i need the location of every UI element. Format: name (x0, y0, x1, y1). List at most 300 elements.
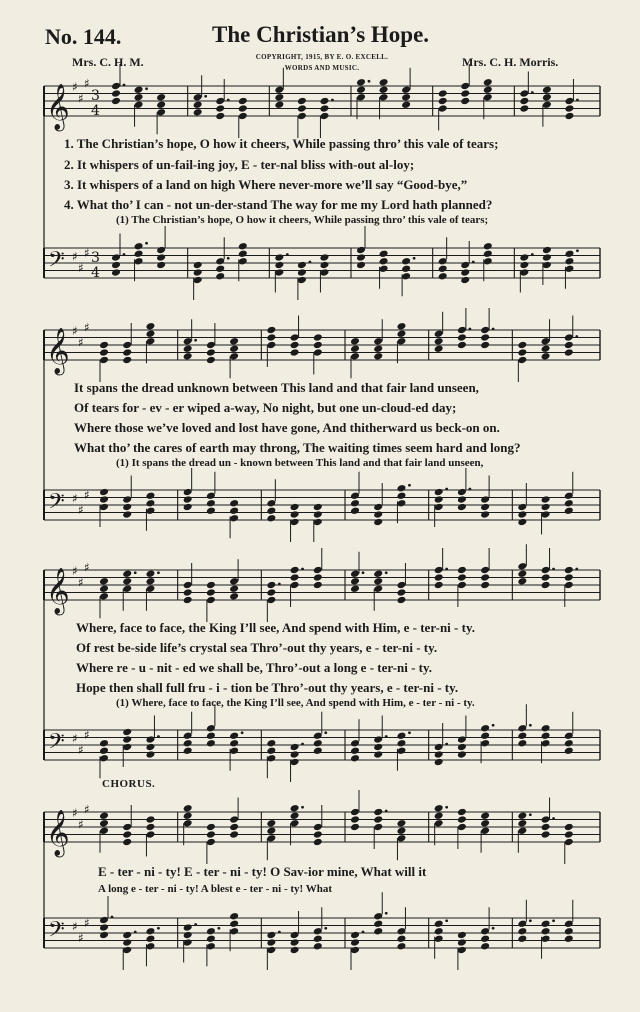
note-head (319, 261, 329, 270)
copyright-line: COPYRIGHT, 1915, BY E. O. EXCELL. (255, 53, 389, 61)
key-signature-sharp-icon: ♯ (84, 320, 90, 335)
note-head (517, 731, 527, 740)
note-head (145, 927, 155, 936)
note-head (460, 276, 470, 285)
note-head (542, 85, 552, 94)
note-head (480, 581, 490, 590)
note-head (206, 356, 216, 365)
note-head (434, 919, 444, 928)
note-head (379, 78, 389, 87)
note-head (193, 261, 203, 270)
note-head (396, 934, 406, 943)
note-head (457, 341, 467, 350)
note-head (434, 804, 444, 813)
note-head (373, 808, 383, 817)
verse-line: Of rest be-side life’s crystal sea Thro’-out thy years, e - ter-ni - ty. (76, 640, 438, 655)
note-head (564, 739, 574, 748)
note-head (564, 919, 574, 928)
note-head (266, 596, 276, 605)
note-head (480, 333, 490, 342)
note-head (373, 337, 383, 346)
note-head (564, 499, 574, 508)
note-head (206, 739, 216, 748)
note-head (396, 819, 406, 828)
note-head (564, 927, 574, 936)
note-head (373, 927, 383, 936)
note-head (145, 750, 155, 759)
key-signature-sharp-icon: ♯ (78, 335, 84, 350)
note-head (396, 826, 406, 835)
note-head (206, 491, 216, 500)
key-signature-sharp-icon: ♯ (78, 742, 84, 757)
note-head (122, 830, 132, 839)
dot-mark (331, 99, 334, 102)
note-head (183, 819, 193, 828)
note-head (229, 919, 239, 928)
key-signature-sharp-icon: ♯ (72, 249, 78, 264)
note-head (206, 596, 216, 605)
note-head (434, 819, 444, 828)
note-head (229, 912, 239, 921)
note-head (541, 815, 551, 824)
note-head (541, 934, 551, 943)
note-head (541, 352, 551, 361)
note-head (99, 746, 109, 755)
note-head (564, 264, 574, 273)
note-head (145, 934, 155, 943)
key-signature-sharp-icon: ♯ (84, 915, 90, 930)
note-head (564, 249, 574, 258)
note-head (564, 731, 574, 740)
note-head (457, 495, 467, 504)
note-head (542, 261, 552, 270)
note-head (517, 569, 527, 578)
note-head (238, 249, 248, 258)
note-head (122, 743, 132, 752)
note-head (564, 506, 574, 515)
note-head (229, 746, 239, 755)
dot-mark (531, 91, 534, 94)
note-head (99, 348, 109, 357)
note-head (122, 931, 132, 940)
note-head (483, 78, 493, 87)
verse-line: Where those we’ve loved and lost have gone, And thitherward us beck-on on. (74, 420, 500, 435)
note-head (183, 596, 193, 605)
note-head (297, 97, 307, 106)
note-head (145, 569, 155, 578)
note-head (517, 819, 527, 828)
note-head (350, 938, 360, 947)
note-head (457, 808, 467, 817)
key-signature-sharp-icon: ♯ (78, 930, 84, 945)
note-head (373, 344, 383, 353)
note-head (350, 344, 360, 353)
note-head (517, 739, 527, 748)
note-head (111, 82, 121, 91)
note-head (438, 272, 448, 281)
note-head (519, 97, 529, 106)
note-head (396, 329, 406, 338)
note-head (156, 246, 166, 255)
note-head (122, 946, 132, 955)
verse-line: 2. It whispers of un-fail-ing joy, E - ter-nal bliss with-out al-loy; (64, 157, 415, 172)
note-head (145, 329, 155, 338)
note-head (183, 588, 193, 597)
note-head (99, 592, 109, 601)
note-head (480, 927, 490, 936)
note-head (483, 249, 493, 258)
note-head (373, 503, 383, 512)
note-head (183, 344, 193, 353)
key-signature-sharp-icon: ♯ (78, 260, 84, 275)
dot-mark (385, 810, 388, 813)
dot-mark (301, 806, 304, 809)
note-head (434, 758, 444, 767)
note-head (156, 253, 166, 262)
key-signature-sharp-icon: ♯ (72, 731, 78, 746)
note-head (266, 506, 276, 515)
time-signature-top: 3 (91, 88, 100, 104)
note-head (480, 573, 490, 582)
note-head (379, 249, 389, 258)
note-head (313, 823, 323, 832)
dot-mark (286, 253, 289, 256)
note-head (541, 573, 551, 582)
note-head (457, 573, 467, 582)
note-head (183, 731, 193, 740)
note-head (541, 566, 551, 575)
note-head (134, 93, 144, 102)
note-head (145, 577, 155, 586)
note-head (297, 112, 307, 121)
note-head (229, 337, 239, 346)
dot-mark (227, 257, 230, 260)
note-head (434, 927, 444, 936)
dot-mark (552, 919, 555, 922)
dot-mark (408, 484, 411, 487)
note-head (519, 104, 529, 113)
time-signature-bottom: 4 (91, 265, 100, 281)
key-signature-sharp-icon: ♯ (72, 324, 78, 338)
verse-line: It spans the dread unknown between This land and that fair land unseen, (74, 380, 479, 395)
note-head (313, 348, 323, 357)
note-head (274, 93, 284, 102)
note-head (373, 577, 383, 586)
note-head (122, 348, 132, 357)
note-head (215, 104, 225, 113)
note-head (229, 344, 239, 353)
note-head (379, 93, 389, 102)
note-head (350, 491, 360, 500)
note-head (517, 934, 527, 943)
note-head (297, 261, 307, 270)
dot-mark (529, 813, 532, 816)
note-head (122, 577, 132, 586)
note-head (238, 257, 248, 266)
note-head (564, 257, 574, 266)
note-head (99, 819, 109, 828)
note-head (350, 584, 360, 593)
note-head (517, 577, 527, 586)
note-head (396, 588, 406, 597)
note-head (99, 931, 109, 940)
key-signature-sharp-icon: ♯ (78, 502, 84, 517)
note-head (564, 581, 574, 590)
note-head (434, 581, 444, 590)
note-head (313, 934, 323, 943)
note-head (480, 934, 490, 943)
note-head (111, 268, 121, 277)
note-head (134, 257, 144, 266)
note-head (396, 322, 406, 331)
note-head (290, 581, 300, 590)
note-head (373, 743, 383, 752)
key-signature-sharp-icon: ♯ (84, 727, 90, 742)
note-head (356, 253, 366, 262)
note-head (517, 562, 527, 571)
note-head (183, 488, 193, 497)
note-head (134, 249, 144, 258)
note-head (457, 566, 467, 575)
note-head (290, 758, 300, 767)
note-head (145, 499, 155, 508)
note-head (460, 261, 470, 270)
dot-mark (492, 328, 495, 331)
note-head (238, 97, 248, 106)
note-head (542, 93, 552, 102)
note-head (542, 246, 552, 255)
dot-mark (241, 731, 244, 734)
note-head (229, 927, 239, 936)
dot-mark (575, 568, 578, 571)
dot-mark (194, 923, 197, 926)
note-head (206, 341, 216, 350)
note-head (266, 341, 276, 350)
note-head (266, 754, 276, 763)
note-head (313, 942, 323, 951)
dot-mark (492, 927, 495, 930)
note-head (145, 823, 155, 832)
note-head (290, 931, 300, 940)
note-head (564, 491, 574, 500)
note-head (297, 276, 307, 285)
note-head (229, 577, 239, 586)
note-head (145, 830, 155, 839)
key-signature-sharp-icon: ♯ (84, 487, 90, 502)
note-head (483, 85, 493, 94)
note-head (99, 923, 109, 932)
note-head (519, 253, 529, 262)
note-head (564, 341, 574, 350)
note-head (457, 333, 467, 342)
note-head (434, 743, 444, 752)
dot-mark (308, 261, 311, 264)
note-head (438, 257, 448, 266)
note-head (313, 333, 323, 342)
note-head (350, 337, 360, 346)
note-head (542, 100, 552, 109)
dot-mark (134, 571, 137, 574)
note-head (541, 927, 551, 936)
note-head (396, 942, 406, 951)
note-head (541, 919, 551, 928)
note-head (396, 731, 406, 740)
dot-mark (385, 912, 388, 915)
note-head (457, 931, 467, 940)
bass-clef-icon: 𝄢 (48, 917, 65, 948)
note-head (145, 322, 155, 331)
note-head (122, 341, 132, 350)
treble-clef-icon: 𝄞 (46, 328, 70, 374)
note-head (373, 815, 383, 824)
dot-mark (385, 571, 388, 574)
note-head (183, 931, 193, 940)
note-head (564, 333, 574, 342)
note-head (434, 488, 444, 497)
note-head (313, 927, 323, 936)
note-head (122, 823, 132, 832)
note-head (297, 268, 307, 277)
dot-mark (324, 731, 327, 734)
note-head (145, 584, 155, 593)
dot-mark (552, 568, 555, 571)
note-head (350, 931, 360, 940)
note-head (396, 499, 406, 508)
dot-mark (472, 261, 475, 264)
note-head (122, 356, 132, 365)
dot-mark (227, 99, 230, 102)
note-head (290, 743, 300, 752)
note-head (319, 104, 329, 113)
dot-mark (445, 488, 448, 491)
note-head (229, 823, 239, 832)
note-head (215, 257, 225, 266)
note-head (401, 100, 411, 109)
note-head (229, 815, 239, 824)
note-head (480, 942, 490, 951)
hymn-title: The Christian’s Hope. (212, 22, 430, 47)
note-head (266, 739, 276, 748)
dot-mark (492, 724, 495, 727)
note-head (206, 934, 216, 943)
note-head (564, 934, 574, 943)
note-head (183, 746, 193, 755)
note-head (541, 337, 551, 346)
note-head (541, 823, 551, 832)
note-head (401, 272, 411, 281)
note-head (313, 581, 323, 590)
note-head (541, 830, 551, 839)
dot-mark (157, 927, 160, 930)
dot-mark (385, 735, 388, 738)
verse-line: 1. The Christian’s hope, O how it cheers, While passing thro’ this vale of tears; (64, 136, 499, 151)
note-head (156, 261, 166, 270)
dot-mark (123, 84, 126, 87)
note-head (541, 739, 551, 748)
copyright-subline: WORDS AND MUSIC. (284, 64, 360, 72)
note-head (215, 97, 225, 106)
dot-mark (362, 931, 365, 934)
note-head (480, 826, 490, 835)
note-head (206, 731, 216, 740)
note-head (122, 584, 132, 593)
note-head (519, 268, 529, 277)
verse-line: Hope then shall full fru - i - tion be Thro’-out thy years, e - ter-ni - ty. (76, 680, 459, 695)
note-head (122, 495, 132, 504)
note-head (373, 912, 383, 921)
note-head (434, 337, 444, 346)
note-head (541, 731, 551, 740)
note-head (350, 946, 360, 955)
note-head (313, 566, 323, 575)
note-head (266, 938, 276, 947)
note-head (457, 503, 467, 512)
note-head (460, 82, 470, 91)
note-head (183, 739, 193, 748)
note-head (480, 341, 490, 350)
note-head (99, 754, 109, 763)
note-head (99, 577, 109, 586)
note-head (480, 503, 490, 512)
note-head (434, 750, 444, 759)
note-head (396, 596, 406, 605)
note-head (517, 503, 527, 512)
note-head (156, 93, 166, 102)
key-signature-sharp-icon: ♯ (84, 76, 90, 91)
note-head (206, 838, 216, 847)
bass-clef-icon: 𝄢 (48, 489, 65, 520)
note-head (111, 89, 121, 98)
echo-line: (1) It spans the dread un - known between This land and that fair land unseen, (116, 457, 484, 469)
note-head (183, 503, 193, 512)
note-head (356, 85, 366, 94)
note-head (313, 518, 323, 527)
note-head (193, 268, 203, 277)
verse-line: Of tears for - ev - er wiped a-way, No night, but one un-cloud-ed day; (74, 400, 457, 415)
note-head (517, 724, 527, 733)
note-head (483, 257, 493, 266)
note-head (266, 746, 276, 755)
note-head (145, 337, 155, 346)
dot-mark (408, 731, 411, 734)
dot-mark (204, 95, 207, 98)
note-head (350, 506, 360, 515)
note-head (313, 739, 323, 748)
dot-mark (145, 242, 148, 245)
note-head (350, 499, 360, 508)
note-head (274, 268, 284, 277)
note-head (396, 927, 406, 936)
note-head (206, 348, 216, 357)
note-head (457, 823, 467, 832)
note-head (206, 588, 216, 597)
note-head (480, 819, 490, 828)
dot-mark (145, 87, 148, 90)
note-head (319, 253, 329, 262)
note-head (480, 724, 490, 733)
note-head (356, 93, 366, 102)
note-head (206, 823, 216, 832)
note-head (99, 503, 109, 512)
time-signature-bottom: 4 (91, 103, 100, 119)
dot-mark (552, 817, 555, 820)
note-head (183, 337, 193, 346)
note-head (434, 344, 444, 353)
note-head (401, 85, 411, 94)
bass-clef-icon: 𝄢 (48, 729, 65, 760)
note-head (134, 100, 144, 109)
note-head (238, 104, 248, 113)
